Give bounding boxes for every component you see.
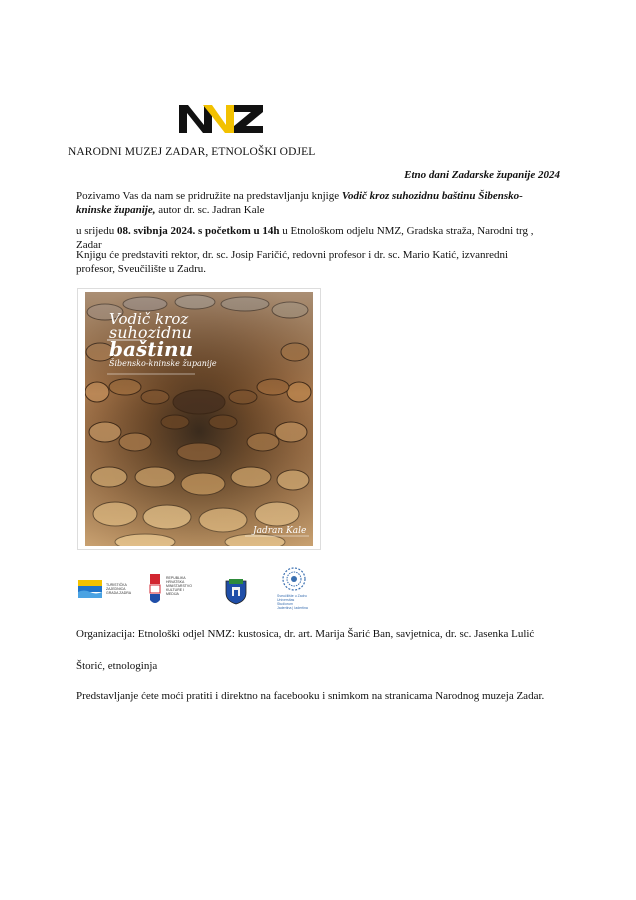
schedule-prefix: u srijedu xyxy=(76,225,117,237)
university-of-zadar-logo xyxy=(277,566,311,610)
university-line1: Sveučilište u Zadru xyxy=(277,594,307,598)
invitation-paragraph xyxy=(76,190,546,217)
presenters-paragraph: Knjigu će predstaviti rektor, dr. sc. Josip Faričić, redovni profesor i dr. sc. Mario Katić, izvanredni profesor, Sveučilište u Zadru. xyxy=(76,249,509,275)
ministry-line4: KULTURE I xyxy=(166,588,185,592)
cover-subtitle: Šibensko-kninske županije xyxy=(109,359,217,368)
schedule-suffix: u Etnološkom odjelu NMZ, Gradska straža, Narodni trg , Zadar xyxy=(76,225,534,251)
cover-title-line3: baštinu xyxy=(109,337,194,361)
university-line3: Jadertina | Iadertina xyxy=(277,606,308,610)
nmz-logo xyxy=(179,103,263,135)
cover-title-line2: suhozidnu xyxy=(109,323,192,342)
event-title: Etno dani Zadarske županije 2024 xyxy=(404,169,560,181)
museum-name: NARODNI MUZEJ ZADAR, ETNOLOŠKI ODJEL xyxy=(68,146,316,158)
ministry-line3: MINISTARSTVO xyxy=(166,584,192,588)
organization-line2: Štorić, etnologinja xyxy=(76,660,158,672)
organization-line1: Organizacija: Etnološki odjel NMZ: kustosica, dr. art. Marija Šarić Ban, savjetnica, dr. sc. Jasenka Lulić xyxy=(76,628,535,640)
tourist-board-line1: TURISTIČKA xyxy=(106,583,127,587)
tourist-board-line3: GRADA ZADRA xyxy=(106,591,132,595)
cover-author: Jadran Kale xyxy=(253,526,307,536)
university-line2: Universitas Studiorum xyxy=(277,598,295,606)
event-date-time: 08. svibnja 2024. s početkom u 14h xyxy=(116,225,280,237)
tourist-board-logo xyxy=(78,579,138,599)
ministry-line5: MEDIJA xyxy=(166,592,179,596)
invitation-suffix: autor dr. sc. Jadran Kale xyxy=(155,203,265,216)
follow-note: Predstavljanje ćete moći pratiti i direktno na facebooku i snimkom na stranicama Narodnog muzeja Zadar. xyxy=(76,690,545,702)
cover-title-line1: Vodič kroz xyxy=(109,310,189,328)
tourist-board-line2: ZAJEDNICA xyxy=(106,587,126,591)
book-title: Vodič kroz suhozidnu baštinu Šibensko-kninske županije, xyxy=(76,190,523,216)
book-cover-image xyxy=(78,289,320,549)
invitation-prefix: Pozivamo Vas da nam se pridružite na predstavljanju knjige xyxy=(76,190,342,202)
ministry-of-culture-logo xyxy=(148,574,192,608)
schedule-paragraph xyxy=(76,225,546,252)
zadar-county-coat-of-arms xyxy=(225,579,247,605)
ministry-line1: REPUBLIKA xyxy=(166,576,186,580)
ministry-line2: HRVATSKA xyxy=(166,580,185,584)
